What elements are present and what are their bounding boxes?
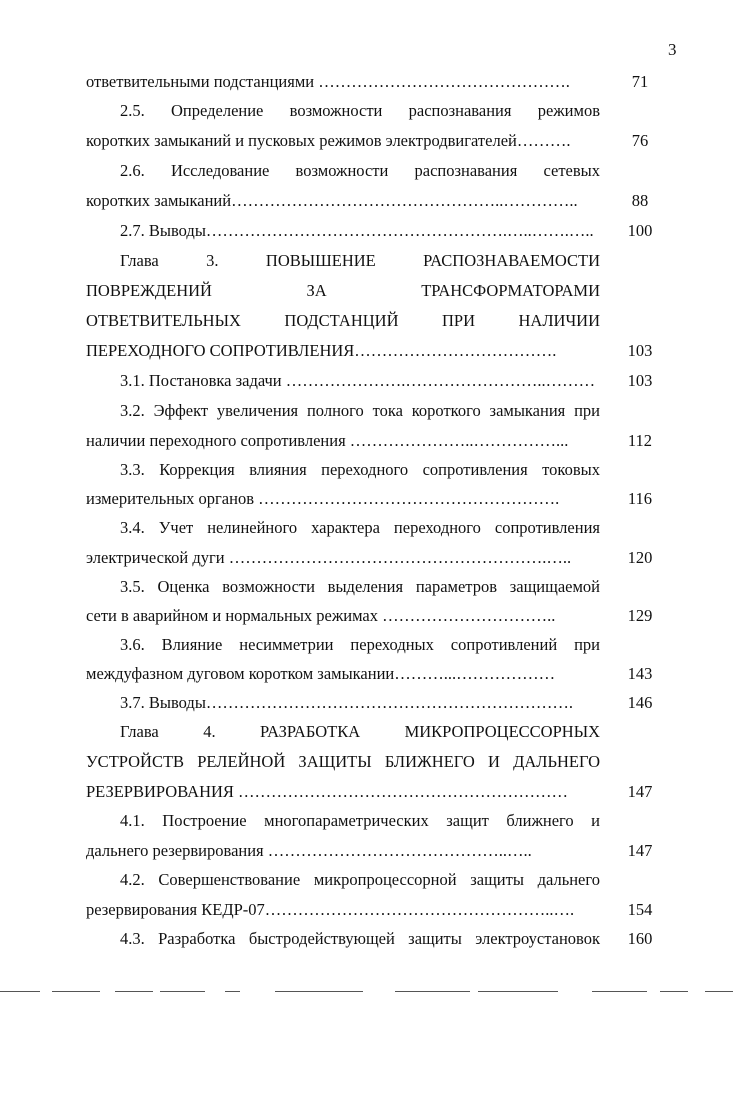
toc-page-number: 103 xyxy=(627,371,653,390)
toc-line: 3.6. Влияние несимметрии переходных сопротивлений при xyxy=(120,635,600,654)
toc-line: 3.3. Коррекция влияния переходного сопротивления токовых xyxy=(120,460,600,479)
toc-page-number: 71 xyxy=(631,72,649,91)
toc-line: 3.2. Эффект увеличения полного тока короткого замыкания при xyxy=(120,401,600,420)
toc-line: 2.7. Выводы……………………………………………….…..…….….. xyxy=(120,221,594,240)
toc-line: наличии переходного сопротивления …………………..……………... xyxy=(86,431,569,450)
toc-line: ПЕРЕХОДНОГО СОПРОТИВЛЕНИЯ………………………………. xyxy=(86,341,557,360)
toc-line: междуфазном дуговом коротком замыкании………...……………… xyxy=(86,664,556,683)
toc-line: 3.4. Учет нелинейного характера переходного сопротивления xyxy=(120,518,600,537)
toc-line: измерительных органов ………………………………………………. xyxy=(86,489,560,508)
toc-line: 3.1. Постановка задачи ………………….……………………..……… xyxy=(120,371,596,390)
toc-line: 2.6. Исследование возможности распознавания сетевых xyxy=(120,161,600,180)
toc-line: ОТВЕТВИТЕЛЬНЫХ ПОДСТАНЦИЙ ПРИ НАЛИЧИИ xyxy=(86,311,600,330)
toc-line: Глава 3. ПОВЫШЕНИЕ РАСПОЗНАВАЕМОСТИ xyxy=(120,251,600,270)
toc-line: ПОВРЕЖДЕНИЙ ЗА ТРАНСФОРМАТОРАМИ xyxy=(86,281,600,300)
toc-line: 3.5. Оценка возможности выделения параметров защищаемой xyxy=(120,577,600,596)
page-number: 3 xyxy=(668,40,677,59)
toc-page-number: 147 xyxy=(627,782,653,801)
toc-page-number: 129 xyxy=(627,606,653,625)
toc-page-number: 143 xyxy=(627,664,653,683)
toc-line: 2.5. Определение возможности распознавания режимов xyxy=(120,101,600,120)
toc-line: ответвительными подстанциями ………………………………………. xyxy=(86,72,570,91)
toc-page-number: 120 xyxy=(627,548,653,567)
toc-page-number: 147 xyxy=(627,841,653,860)
toc-page-number: 112 xyxy=(627,431,653,450)
toc-line: 4.2. Совершенствование микропроцессорной защиты дальнего xyxy=(120,870,600,889)
toc-line: дальнего резервирования ……………………………………..….. xyxy=(86,841,532,860)
toc-page-number: 160 xyxy=(627,929,653,948)
toc-page-number: 76 xyxy=(631,131,649,150)
toc-line: сети в аварийном и нормальных режимах ………………………….. xyxy=(86,606,556,625)
toc-page-number: 88 xyxy=(631,191,649,210)
toc-line: электрической дуги ………………………………………………….….. xyxy=(86,548,572,567)
toc-line: 4.1. Построение многопараметрических защит ближнего и xyxy=(120,811,600,830)
toc-page-number: 103 xyxy=(627,341,653,360)
toc-page-number: 116 xyxy=(627,489,653,508)
toc-line: УСТРОЙСТВ РЕЛЕЙНОЙ ЗАЩИТЫ БЛИЖНЕГО И ДАЛЬНЕГО xyxy=(86,752,600,771)
toc-line: резервирования КЕДР-07……………………………………………..…. xyxy=(86,900,575,919)
toc-line: коротких замыканий и пусковых режимов электродвигателей………. xyxy=(86,131,571,150)
toc-page-number: 146 xyxy=(627,693,653,712)
toc-page-number: 100 xyxy=(627,221,653,240)
toc-line: 4.3. Разработка быстродействующей защиты электроустановок xyxy=(120,929,600,948)
toc-page-number: 154 xyxy=(627,900,653,919)
toc-line: РЕЗЕРВИРОВАНИЯ …………………………………………………… xyxy=(86,782,569,801)
toc-line: коротких замыканий…………………………………………..………….. xyxy=(86,191,578,210)
toc-line: Глава 4. РАЗРАБОТКА МИКРОПРОЦЕССОРНЫХ xyxy=(120,722,600,741)
toc-line: 3.7. Выводы…………………………………………………………. xyxy=(120,693,574,712)
